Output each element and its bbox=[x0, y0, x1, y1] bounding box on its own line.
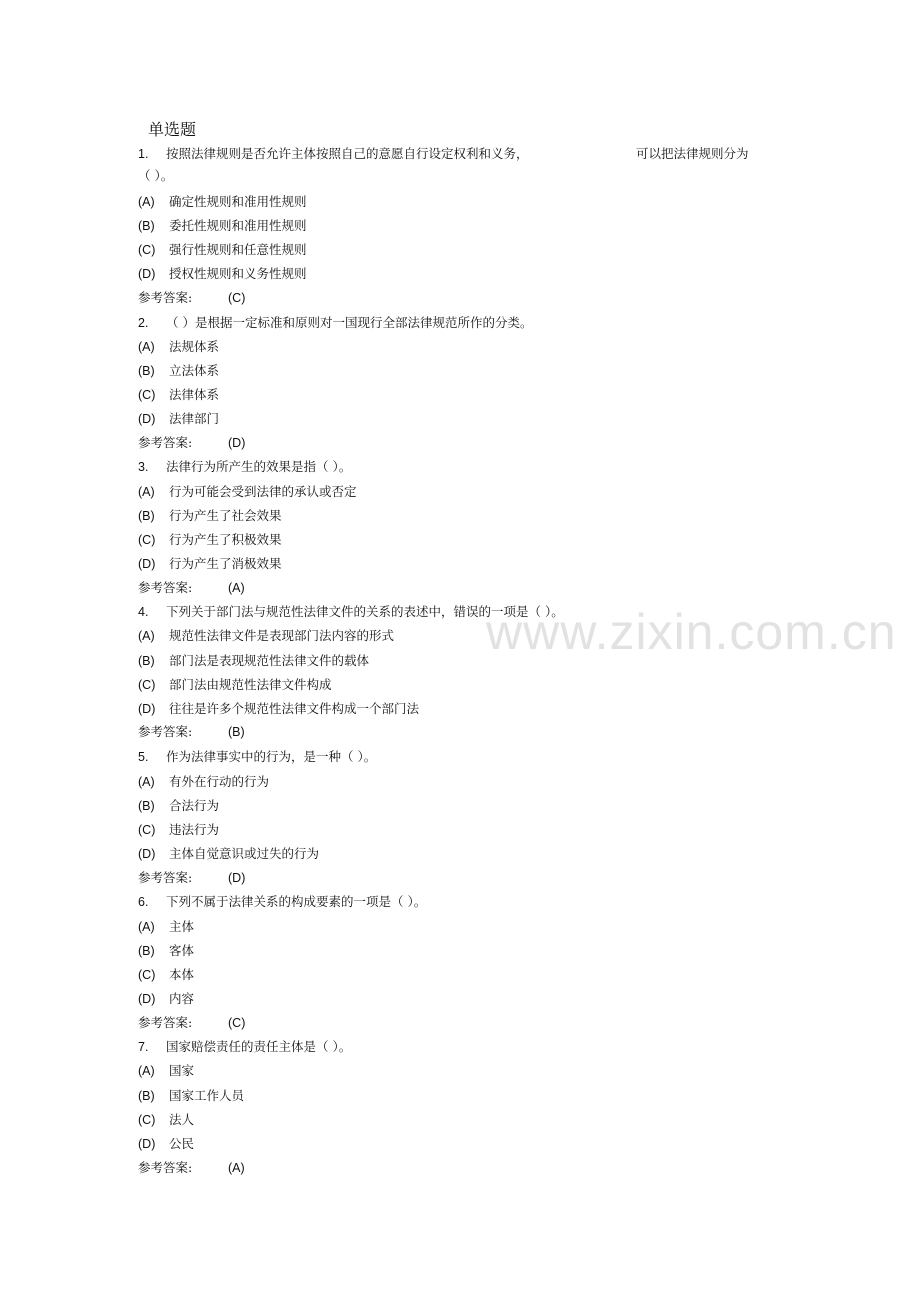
option-text: 强行性规则和任意性规则 bbox=[169, 242, 307, 257]
option-letter: (A) bbox=[138, 1064, 155, 1078]
option-item bbox=[138, 1136, 194, 1152]
answer-label: 参考答案: bbox=[138, 1160, 193, 1175]
option-item bbox=[138, 411, 219, 427]
option-text: 违法行为 bbox=[169, 822, 220, 837]
option-item bbox=[138, 218, 307, 234]
section-title: 单选题 bbox=[148, 120, 197, 139]
option-letter: (C) bbox=[138, 678, 156, 692]
option-letter: (B) bbox=[138, 509, 155, 523]
option-item bbox=[138, 798, 219, 814]
option-text: 法律体系 bbox=[169, 387, 220, 402]
option-item bbox=[138, 967, 194, 983]
question-number: 4. bbox=[138, 605, 149, 619]
option-item bbox=[138, 363, 219, 379]
option-text: 内容 bbox=[169, 991, 195, 1006]
answer-value: (B) bbox=[228, 725, 245, 739]
answer-line bbox=[138, 290, 245, 306]
option-item bbox=[138, 508, 282, 524]
option-letter: (B) bbox=[138, 799, 155, 813]
question-text-wrap: （ ）。 bbox=[138, 168, 174, 183]
option-text: 法人 bbox=[169, 1112, 195, 1127]
option-letter: (A) bbox=[138, 775, 155, 789]
option-letter: (C) bbox=[138, 968, 156, 982]
option-letter: (D) bbox=[138, 992, 156, 1006]
option-item bbox=[138, 991, 194, 1007]
option-item bbox=[138, 532, 282, 548]
answer-line bbox=[138, 580, 245, 596]
option-text: 授权性规则和义务性规则 bbox=[169, 266, 307, 281]
option-text: 合法行为 bbox=[169, 798, 220, 813]
option-item bbox=[138, 266, 307, 282]
option-text: 规范性法律文件是表现部门法内容的形式 bbox=[169, 628, 395, 643]
option-item bbox=[138, 484, 357, 500]
option-letter: (D) bbox=[138, 702, 156, 716]
option-text: 确定性规则和准用性规则 bbox=[169, 194, 307, 209]
option-letter: (C) bbox=[138, 823, 156, 837]
option-letter: (B) bbox=[138, 654, 155, 668]
option-item bbox=[138, 774, 269, 790]
option-text: 行为可能会受到法律的承认或否定 bbox=[169, 484, 357, 499]
option-text: 公民 bbox=[169, 1136, 195, 1151]
option-letter: (D) bbox=[138, 1137, 156, 1151]
question-stem bbox=[138, 1039, 351, 1055]
question-text: 法律行为所产生的效果是指（ ）。 bbox=[166, 459, 352, 474]
option-letter: (C) bbox=[138, 388, 156, 402]
option-text: 往往是许多个规范性法律文件构成一个部门法 bbox=[169, 701, 420, 716]
question-stem bbox=[138, 315, 532, 331]
answer-value: (C) bbox=[228, 1016, 246, 1030]
answer-line bbox=[138, 870, 245, 886]
question-stem bbox=[138, 749, 376, 765]
option-text: 法律部门 bbox=[169, 411, 220, 426]
option-item bbox=[138, 194, 307, 210]
option-item bbox=[138, 677, 332, 693]
option-letter: (A) bbox=[138, 195, 155, 209]
watermark: www.zixin.com.cn bbox=[486, 604, 897, 660]
question-text: 国家赔偿责任的责任主体是（ ）。 bbox=[166, 1039, 352, 1054]
answer-label: 参考答案: bbox=[138, 580, 193, 595]
answer-label: 参考答案: bbox=[138, 870, 193, 885]
answer-line bbox=[138, 1160, 245, 1176]
question-text: 按照法律规则是否允许主体按照自己的意愿自行设定权利和义务， bbox=[166, 146, 529, 161]
answer-line bbox=[138, 1015, 245, 1031]
option-item bbox=[138, 943, 194, 959]
option-letter: (A) bbox=[138, 629, 155, 643]
option-item bbox=[138, 556, 282, 572]
answer-label: 参考答案: bbox=[138, 290, 193, 305]
option-item bbox=[138, 1088, 244, 1104]
option-letter: (C) bbox=[138, 243, 156, 257]
question-number: 6. bbox=[138, 895, 149, 909]
question-number: 5. bbox=[138, 750, 149, 764]
question-text: 下列关于部门法与规范性法律文件的关系的表述中，错误的一项是（ ）。 bbox=[166, 604, 564, 619]
answer-line bbox=[138, 435, 245, 451]
question-number: 3. bbox=[138, 460, 149, 474]
option-letter: (A) bbox=[138, 340, 155, 354]
option-item bbox=[138, 701, 419, 717]
answer-value: (A) bbox=[228, 581, 245, 595]
question-stem bbox=[138, 146, 529, 162]
option-letter: (B) bbox=[138, 1089, 155, 1103]
question-number: 1. bbox=[138, 147, 149, 161]
option-letter: (D) bbox=[138, 267, 156, 281]
question-stem bbox=[138, 459, 351, 475]
answer-line bbox=[138, 724, 245, 740]
option-item bbox=[138, 919, 194, 935]
option-text: 本体 bbox=[169, 967, 195, 982]
option-letter: (A) bbox=[138, 920, 155, 934]
question-text: 下列不属于法律关系的构成要素的一项是（ ）。 bbox=[166, 894, 427, 909]
option-letter: (C) bbox=[138, 533, 156, 547]
answer-label: 参考答案: bbox=[138, 435, 193, 450]
option-item bbox=[138, 822, 219, 838]
option-text: 行为产生了社会效果 bbox=[169, 508, 282, 523]
option-item bbox=[138, 846, 319, 862]
option-text: 行为产生了消极效果 bbox=[169, 556, 282, 571]
question-text: （ ）是根据一定标准和原则对一国现行全部法律规范所作的分类。 bbox=[166, 315, 533, 330]
option-letter: (D) bbox=[138, 412, 156, 426]
question-text-continued: 可以把法律规则分为 bbox=[636, 146, 749, 161]
answer-label: 参考答案: bbox=[138, 1015, 193, 1030]
answer-value: (D) bbox=[228, 436, 246, 450]
option-text: 立法体系 bbox=[169, 363, 220, 378]
option-text: 主体自觉意识或过失的行为 bbox=[169, 846, 320, 861]
answer-value: (D) bbox=[228, 871, 246, 885]
question-text: 作为法律事实中的行为，是一种（ ）。 bbox=[166, 749, 377, 764]
option-item bbox=[138, 242, 307, 258]
option-item bbox=[138, 653, 369, 669]
option-text: 部门法是表现规范性法律文件的载体 bbox=[169, 653, 370, 668]
answer-label: 参考答案: bbox=[138, 724, 193, 739]
option-letter: (A) bbox=[138, 485, 155, 499]
answer-value: (C) bbox=[228, 291, 246, 305]
question-stem bbox=[138, 894, 426, 910]
option-item bbox=[138, 387, 219, 403]
option-letter: (D) bbox=[138, 557, 156, 571]
option-item bbox=[138, 628, 394, 644]
option-letter: (B) bbox=[138, 364, 155, 378]
option-text: 部门法由规范性法律文件构成 bbox=[169, 677, 332, 692]
answer-value: (A) bbox=[228, 1161, 245, 1175]
option-letter: (B) bbox=[138, 944, 155, 958]
option-text: 法规体系 bbox=[169, 339, 220, 354]
option-item bbox=[138, 1063, 194, 1079]
option-text: 国家 bbox=[169, 1063, 195, 1078]
option-text: 主体 bbox=[169, 919, 195, 934]
option-letter: (C) bbox=[138, 1113, 156, 1127]
option-text: 委托性规则和准用性规则 bbox=[169, 218, 307, 233]
option-text: 国家工作人员 bbox=[169, 1088, 245, 1103]
question-number: 2. bbox=[138, 316, 149, 330]
option-item bbox=[138, 1112, 194, 1128]
option-text: 有外在行动的行为 bbox=[169, 774, 270, 789]
question-stem bbox=[138, 604, 564, 620]
option-text: 客体 bbox=[169, 943, 195, 958]
question-number: 7. bbox=[138, 1040, 149, 1054]
option-letter: (D) bbox=[138, 847, 156, 861]
option-letter: (B) bbox=[138, 219, 155, 233]
option-item bbox=[138, 339, 219, 355]
option-text: 行为产生了积极效果 bbox=[169, 532, 282, 547]
